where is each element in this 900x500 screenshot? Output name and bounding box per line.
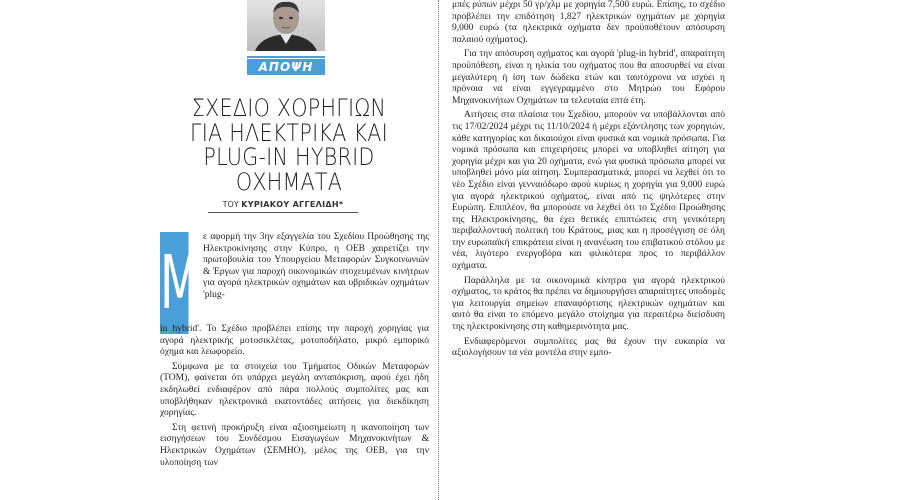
byline-rule: [208, 212, 358, 213]
intro-paragraph-end: in hybrid'. Το Σχέδιο προβλέπει επίσης την παροχή χορηγίας για αγορά ηλεκτρικής μοτοσικλέτας, μοτοποδήλατο, μικρό εμπορικό όχημα και λεωφορείο.: [160, 324, 429, 358]
headline-line-3: PLUG-IN HYBRID: [203, 143, 375, 171]
intro-text-beside-cap: [203, 232, 429, 302]
body-paragraph: Ενδιαφερόμενοι συμπολίτες μας θα έχουν την ευκαιρία να αξιολογήσουν τα νέα μοντέλα στην εμπο-: [452, 336, 725, 359]
body-paragraph: Παράλληλα με τα οικονομικά κίνητρα για αγορά ηλεκτρικού οχήματος, το κράτος θα πρέπει να δημιουργήσει απαραίτητες υποδομές για λειτουργία σημείων επαναφόρτισης ηλεκτρικών οχημάτων και αυτό θα είναι το επόμενο μεγάλο στοίχημα για περαιτέρω διείσδυση της ηλεκτροκίνησης στη καθημερινότητα μας.: [452, 275, 725, 333]
byline: [208, 200, 358, 209]
byline-prefix: ΤΟΥ: [222, 200, 239, 209]
drop-cap: Μ: [160, 232, 189, 334]
section-rule: [247, 56, 325, 58]
headline-line-4: ΟΧΗΜΑΤΑ: [235, 167, 343, 196]
body-paragraph: Για την απόσυρση οχήματος και αγορά 'plug-in hybrid', απαραίτητη προϋπόθεση, είναι η ηλικία του οχήματος που θα αποσυρθεί να είναι μεγαλύτερη ή ίση των δώδεκα ετών και ταυτόχρονα να ισχύει η πρόνοια να είναι εγγεγραμμένο στο Μητρώο του Εφόρου Μηχανοκινήτων Οχημάτων τα τελευταία επτά έτη.: [452, 49, 725, 106]
headline-line-1: ΣΧΕΔΙΟ ΧΟΡΗΓΙΩΝ: [191, 94, 387, 122]
body-paragraph: μπές ρύπων μέχρι 50 γρ/χλμ με χορηγία 7,500 ευρώ. Επίσης, το σχέδιο προβλέπει την επιδότηση 1,827 ηλεκτρικών οχημάτων με χορηγία 9,000 ευρώ (τα ηλεκτρικά οχήματα δεν προϋποθέτουν απόσυρση παλαιού οχήματος).: [452, 0, 725, 45]
body-paragraph: Σύμφωνα με τα στοιχεία του Τμήματος Οδικών Μεταφορών (ΤΟΜ), φαίνεται ότι υπάρχει μεγάλη ανταπόκριση, αφού έχει ήδη εκδηλωθεί ενδιαφέρον από πάρα πολλούς συμπολίτες μας και υποβλήθηκαν ηλεκτρονικά εκατοντάδες αιτήσεις για διεκδίκηση χορηγίας.: [160, 361, 429, 419]
section-label: ΑΠΟΨΗ: [247, 59, 325, 75]
intro-paragraph-start: ε αφορμή την 3ην εξαγγελία του Σχεδίου Προώθησης της Ηλεκτροκίνησης στην Κύπρο, η ΟΕΒ χαιρετίζει την πρωτοβουλία του Υπουργείου Μεταφορών Συγκοινωνιών & Έργων για παροχή οικονομικών στοχευμένων κινήτρων για αγορά ηλεκτρικών οχημάτων και υβριδικών οχημάτων 'plug-: [203, 232, 429, 300]
column-divider: [438, 0, 439, 500]
author-photo: [247, 0, 325, 51]
body-paragraph: Αιτήσεις στα πλαίσια του Σχεδίου, μπορούν να υποβάλλονται από τις 17/02/2024 μέχρι τις 11/10/2024 ή μέχρι εξάντλησης των χορηγιών, κάθε κατηγορίας και δικαιούχοι είναι φυσικά και νομικά πρόσωπα. Για νομικά πρόσωπα και επιχειρήσεις μπορεί να υποβληθεί αίτηση για χορηγία μέχρι και για 20 οχήματα, ενώ για φυσικά πρόσωπα μπορεί να υποβληθεί μόνο μία αίτηση. Συμπερασματικά, μπορεί να λεχθεί ότι το νέο Σχέδιο είναι γενναιόδωρο αφού κυρίως η χορηγία για 9,000 ευρώ για αγορά ηλεκτρικού οχήματος, είναι από τις ψηλότερες στην Ευρώπη. Επιπλέον, θα μπορούσε να λεχθεί ότι το Σχέδιο Προώθησης της Ηλεκτροκίνησης, θα έχει θετικές επιπτώσεις στη γενικότερη περιβαλλοντική πολιτική του Κράτους, μιας και η προσέγγιση σε όλη την ευρωπαϊκή επικράτεια είναι η ανανέωση του επιβατικού στόλου με νέα, λιγότερο ενεργοβόρα και φιλικότερα προς το περιβάλλον οχήματα.: [452, 110, 725, 272]
right-column-text: [452, 0, 725, 360]
left-column-text: [160, 324, 429, 469]
byline-author: ΚΥΡΙΑΚΟΥ ΑΓΓΕΛΙΔΗ*: [241, 200, 344, 209]
body-paragraph: Στη φετινή προκήρυξη είναι αξιοσημείωτη η ικανοποίηση των εισηγήσεων του Συνδέσμου Εισαγωγέων Μηχανοκινήτων & Ηλεκτρικών Οχημάτων (ΣΕΜΗΟ), μέλος της ΟΕΒ, για την υλοποίηση των: [160, 422, 429, 468]
headline-line-2: ΓΙΑ ΗΛΕΚΤΡΙΚΑ ΚΑΙ: [190, 118, 388, 147]
headline: [169, 96, 408, 194]
